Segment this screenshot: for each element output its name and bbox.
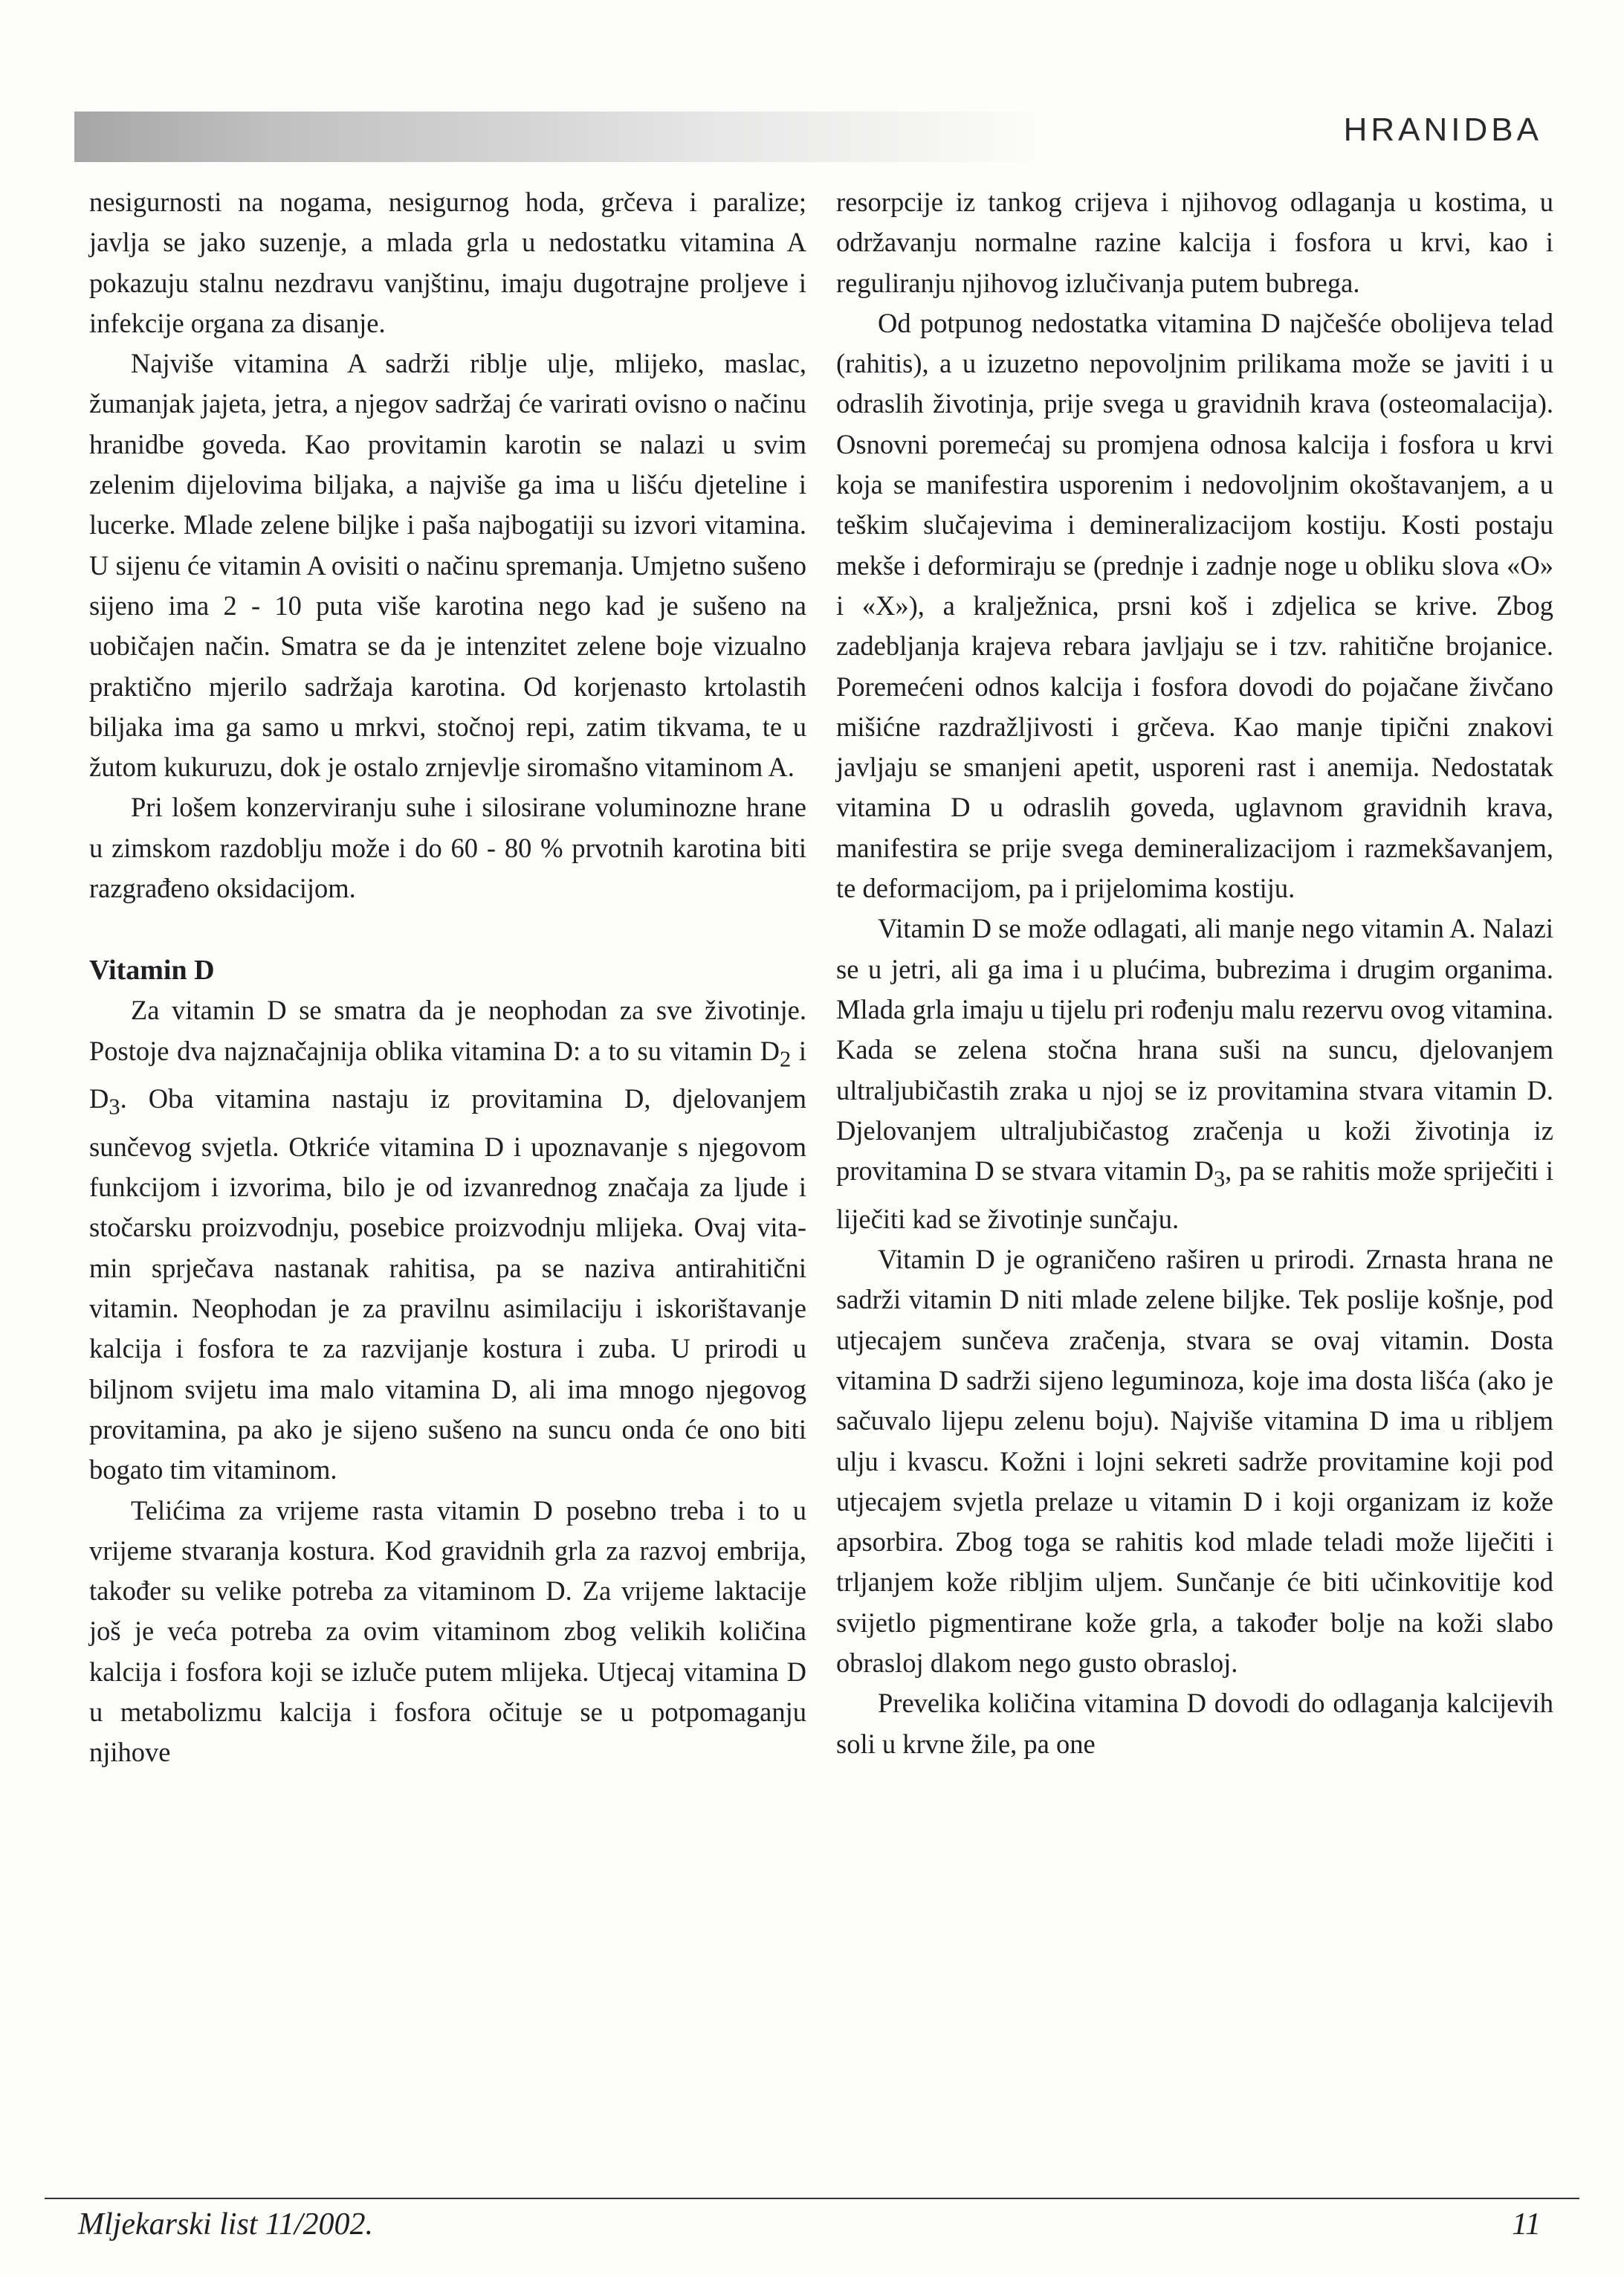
paragraph: nesigurnosti na nogama, nesigurnog hoda, grčeva i paralize; javlja se jako suzenje, a mlada grla u nedostatku vitamina A pokazuju stalnu nezdravu vanjštinu, imaju dugotrajne proljeve i infekcije organa za disanje. (89, 187, 806, 338)
paragraph: Najviše vitamina A sadrži riblje ulje, mlijeko, maslac, žumanjak jajeta, jetra, a njegov sadržaj će varirati ovisno o načinu hranidbe goveda. Kao provitamin karotin se nalazi u svim zelenim dijelovima biljaka, a najviše ga ima u lišću djeteline i lucerke. Mlade zelene biljke i paša najbogatiji su izvori vitamina. U sijenu će vitamin A ovisiti o načinu spremanja. Umjetno sušeno sijeno ima 2 - 10 puta više karotina nego kad je sušeno na uobičajen način. Smatra se da je intenzitet zelene boje vizualno praktično mjerilo sadržaja karotina. Od korjenasto krtolastih biljaka ima ga samo u mrkvi, stočnoj repi, zatim tikvama, te u žutom kukuruzu, dok je ostalo zrnjevlje siromašno vitaminom A. (89, 348, 806, 783)
paragraph: Vitamin D je ograničeno raširen u prirodi. Zrnasta hrana ne sadrži vitamin D niti mlade zelene biljke. Tek poslije košnje, pod utjecajem sunčeva zračenja, stvara se ovaj vitamin. Dosta vitamina D sadrži sijeno leguminoza, koje ima dosta lišća (ako je sačuvalo lijepu zelenu boju). Najviše vitamina D ima u ribljem ulju i kvascu. Kožni i lojni sekreti sadrže provitamine koji pod utjecajem svjetla prelaze u vitamin D i koji organizam iz kože apsorbira. Zbog toga se rahitis kod mlade teladi može liječiti i trljanjem kože ribljim uljem. Sunčanje će biti učinkovitije kod svijetlo pigmentirane kože grla, a također bolje na koži slabo obrasloj dlakom nego gusto obrasloj. (836, 1244, 1553, 1678)
journal-citation: Mljekarski list 11/2002. (78, 2207, 374, 2242)
text-run: Za vitamin D se smatra da je neophodan za sve životinje. Postoje dva najznačajnija oblika vitamina D: a to su vitamin D (89, 995, 806, 1066)
subscript: 3 (1213, 1166, 1226, 1192)
text-run: i D (89, 1035, 806, 1114)
section-title: HRANIDBA (1343, 112, 1542, 148)
left-column (89, 182, 806, 1773)
paragraph (89, 990, 806, 1490)
paragraph: Pri lošem konzerviranju suhe i silosirane voluminozne hrane u zimskom razdoblju može i do 60 - 80 % prvotnih karotina biti razgrađeno oksidacijom. (89, 792, 806, 904)
paragraph (836, 909, 1553, 1239)
paragraph: Od potpunog nedostatka vitamina D najčešće obolijeva telad (rahitis), a u izuzetno nepovoljnim prilikama može se javiti i u odraslih životinja, prije svega u gravidnih krava (osteomalacija). Osnovni poremećaj su promjena odnosa kalcija i fosfora u krvi koja se manifestira usporenim i nedovoljnim okoštavanjem, a u teškim slučajevima i demineralizacijom kostiju. Kosti postaju mekše i deformiraju se (prednje i zadnje noge u obliku slova «O» i «X»), a kralježnica, prsni koš i zdjelica se krive. Zbog zadebljanja krajeva rebara javljaju se i tzv. rahitične brojanice. Poremećeni odnos kalcija i fosfora dovodi do pojačane živčano mišićne razdražljivosti i grčeva. Kao manje tipični znakovi javljaju se smanjeni apetit, usporeni rast i anemija. Nedostatak vitamina D u odraslih goveda, uglavnom gravidnih krava, manifestira se prije svega demineralizacijom i razmekšavanjem, te deformacijom, pa i prijelomima kostiju. (836, 307, 1553, 904)
page-number: 11 (1512, 2207, 1541, 2242)
subscript: 3 (109, 1094, 120, 1120)
paragraph: Telićima za vrijeme rasta vitamin D posebno treba i to u vrijeme stvaranja kostura. Kod gravidnih grla za razvoj embrija, također su velike potreba za vitaminom D. Za vrijeme laktacije još je veća potreba za ovim vitaminom zbog velikih količina kalcija i fosfora koji se izluče putem mlijeka. Utjecaj vitamina D u metabolizmu kalcija i fosfora očituje se u potpomaganju njihove (89, 1494, 806, 1768)
paragraph: resorpcije iz tankog crijeva i njihovog odlaganja u kostima, u održavanju normalne razine kalcija i fosfora u krvi, kao i reguliranju njihovog izlučivanja putem bubrega. (836, 187, 1553, 298)
paragraph: Prevelika količina vitamina D dovodi do odlaganja kalcijevih soli u krvne žile, pa one (836, 1688, 1553, 1759)
section-heading: Vitamin D (89, 955, 215, 987)
text-run: , pa se rahitis može spriječiti i liječiti kad se životinje sunčaju. (836, 1155, 1553, 1234)
header-bar (74, 112, 1055, 162)
subscript: 2 (780, 1045, 792, 1071)
text-run: . Oba vitamina nastaju iz provitamina D, djelovanjem sunčevog svjetla. Otkriće vitamina D i upoznavanje s njegovom funkcijom i izvorima, bilo je od izvanrednog značaja za ljude i stočarsku proizvodnju, posebice proizvodnju mlijeka. Ovaj vitamin sprječava nastanak rahitisa, pa se naziva antirahitični vitamin. Neophodan je za pravilnu asimilaciju i iskorištavanje kalcija i fosfora te za razvijanje kostura i zuba. U prirodi u biljnom svijetu ima malo vitamina D, ali ima mnogo njegovog provitamina, pa ako je sijeno sušeno na suncu onda će ono biti bogato tim vitaminom. (89, 1083, 806, 1485)
right-column (836, 182, 1553, 1764)
footer-divider (45, 2198, 1579, 2199)
text-run: Vitamin D se može odlagati, ali manje nego vitamin A. Nalazi se u jetri, ali ga ima i u plućima, bubrezima i drugim organima. Mlada grla imaju u tijelu pri rođenju malu rezervu ovog vitamina. Kada se zelena stočna hrana suši na suncu, djelovanjem ultraljubičastih zraka u njoj se iz provitamina stvara vitamin D. Djelovanjem ultraljubičastog zračenja u koži životinja iz provitamina D se stvara vitamin D (836, 913, 1553, 1187)
